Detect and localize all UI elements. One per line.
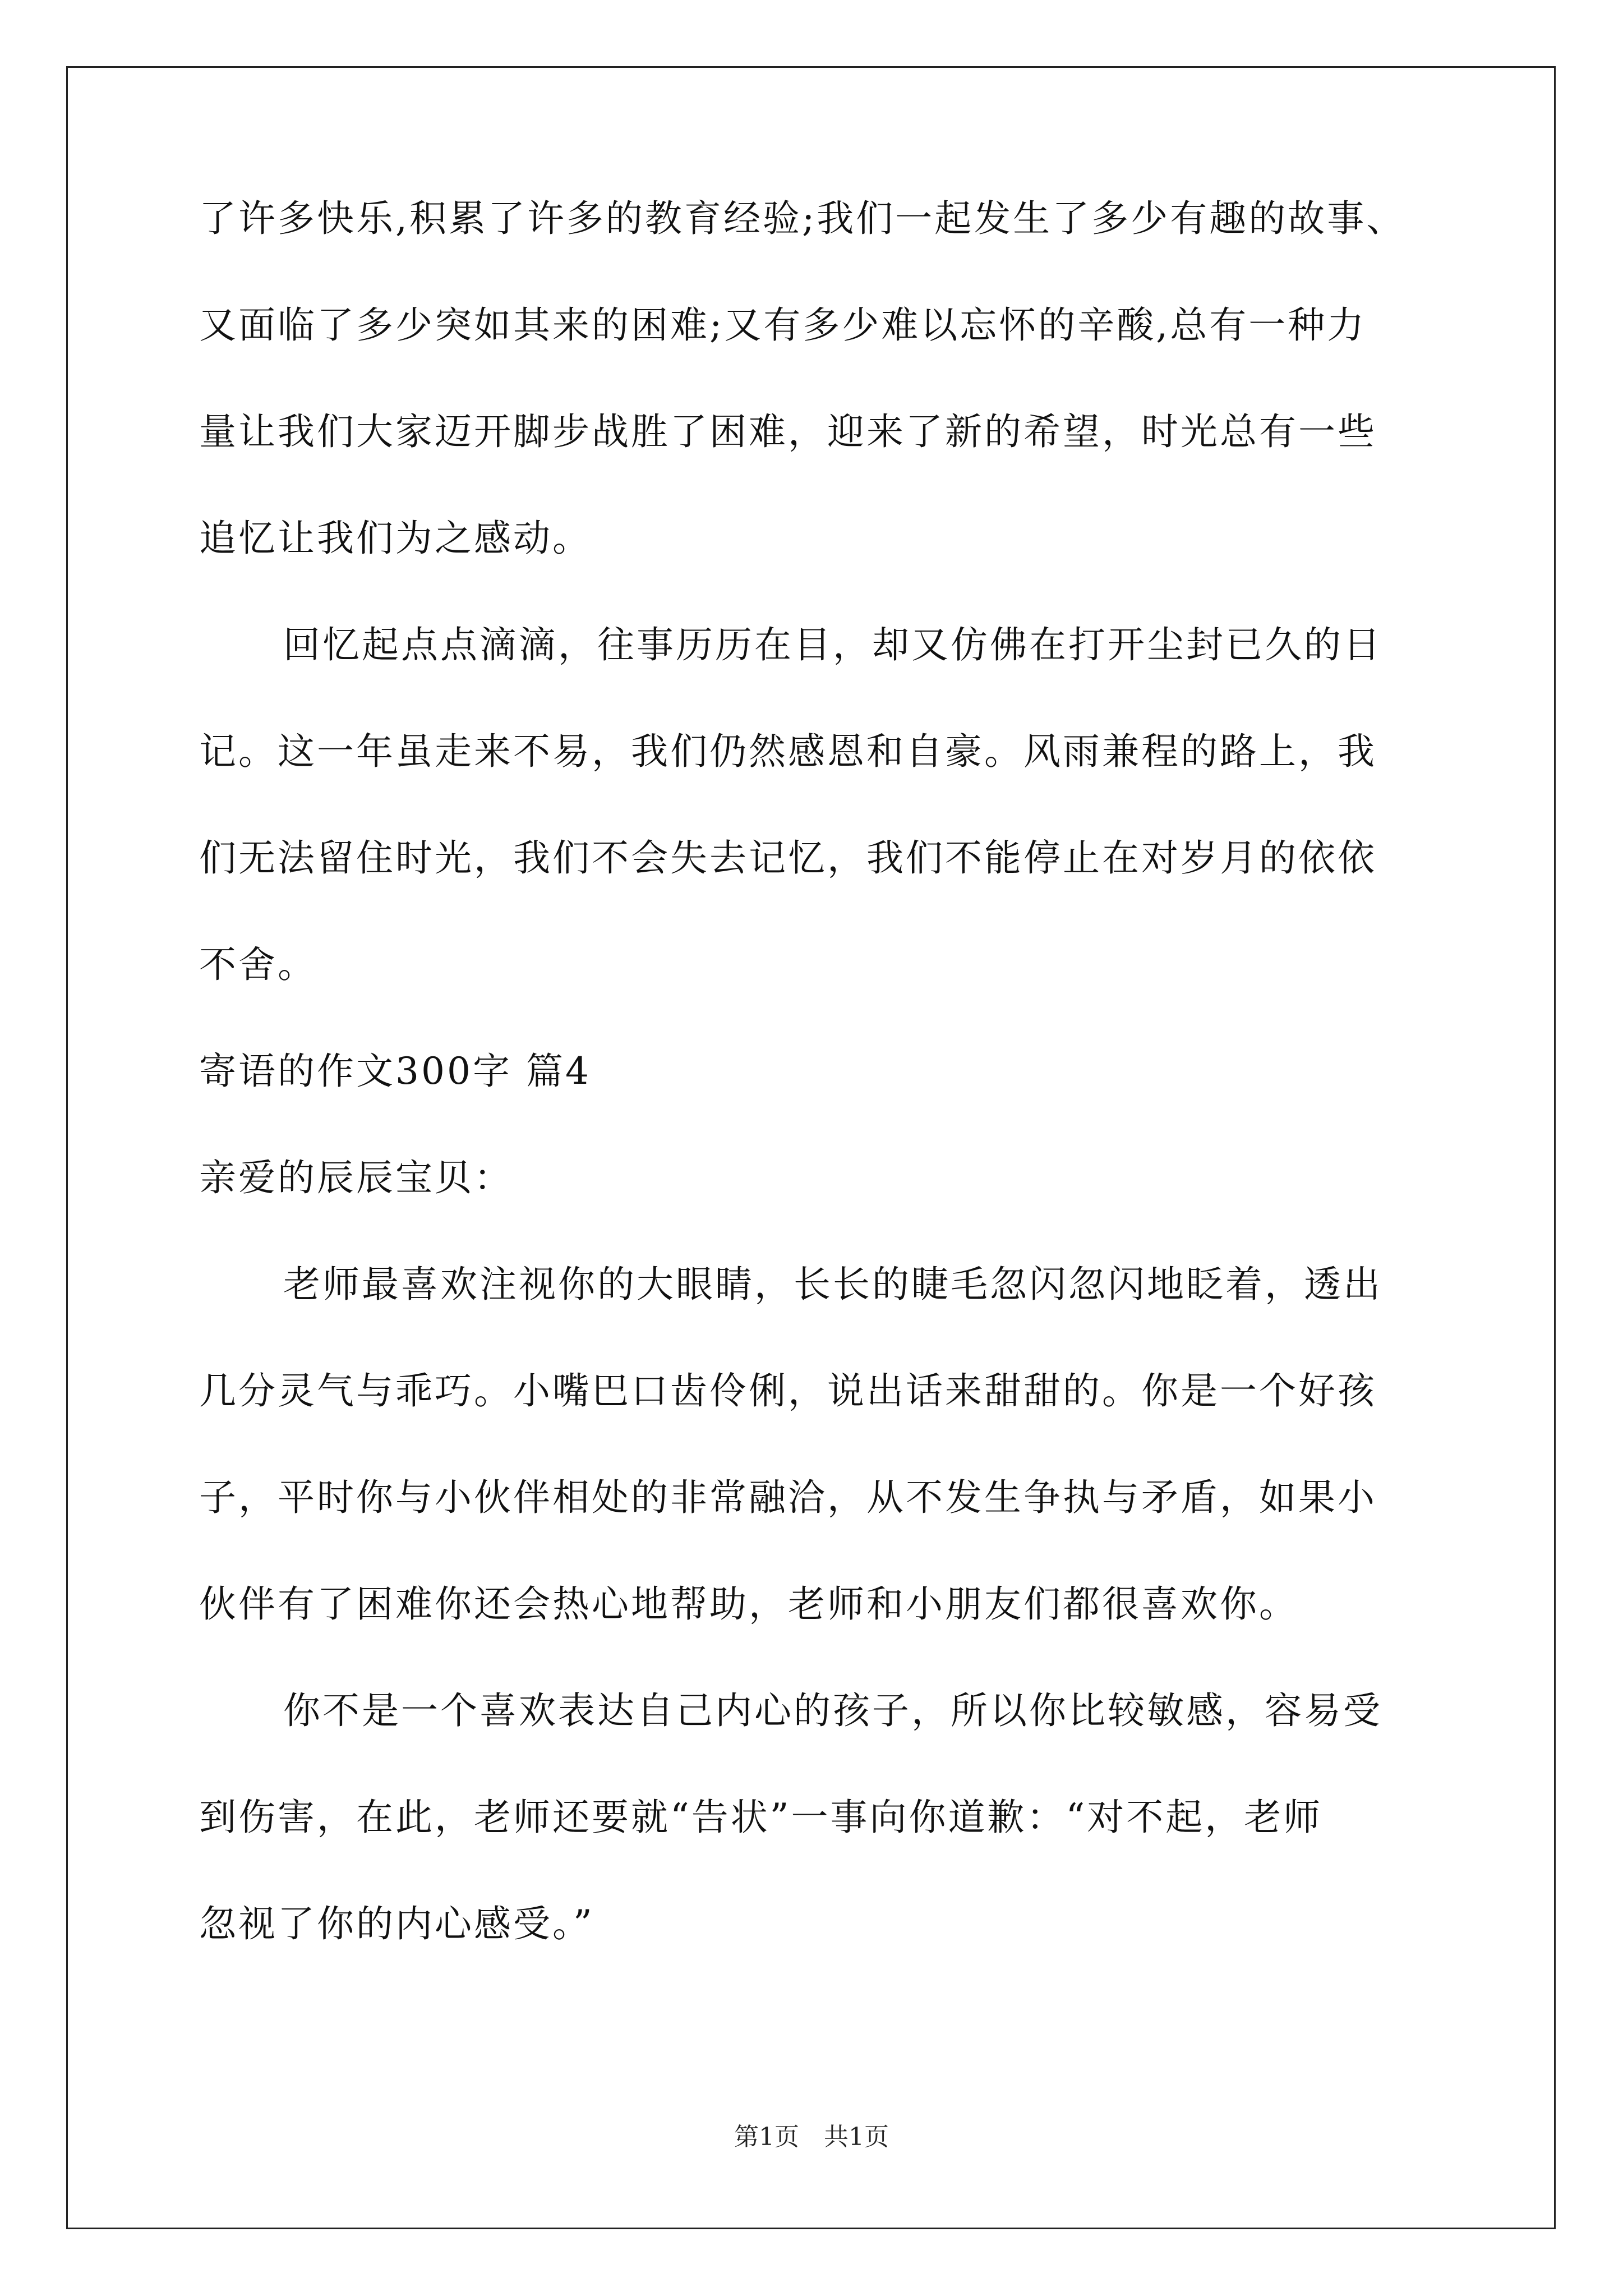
salutation: 亲爱的辰辰宝贝： [199,1156,513,1199]
paragraph-1-line-4: 追忆让我们为之感动。 [199,517,592,560]
paragraph-3-line-3: 子，平时你与小伙伴相处的非常融洽，从不发生争执与矛盾，如果小 [199,1476,1377,1519]
paragraph-3-line-2: 几分灵气与乖巧。小嘴巴口齿伶俐，说出话来甜甜的。你是一个好孩 [199,1369,1377,1412]
paragraph-3-line-4: 伙伴有了困难你还会热心地帮助，老师和小朋友们都很喜欢你。 [199,1582,1298,1626]
paragraph-2-line-1: 回忆起点点滴滴，往事历历在目，却又仿佛在打开尘封已久的日 [283,623,1382,666]
paragraph-4-line-2: 到伤害，在此，老师还要就“告状”一事向你道歉：“对不起，老师 [199,1796,1323,1839]
paragraph-4-line-3: 忽视了你的内心感受。” [199,1902,594,1945]
paragraph-1-line-1: 了许多快乐,积累了许多的教育经验;我们一起发生了多少有趣的故事、 [199,197,1406,240]
paragraph-3-line-1: 老师最喜欢注视你的大眼睛，长长的睫毛忽闪忽闪地眨着，透出 [283,1263,1382,1306]
paragraph-4-line-1: 你不是一个喜欢表达自己内心的孩子，所以你比较敏感，容易受 [283,1689,1382,1732]
page-footer: 第1页 共1页 [734,2123,889,2151]
section-heading: 寄语的作文300字 篇4 [199,1050,591,1093]
paragraph-1-line-2: 又面临了多少突如其来的困难;又有多少难以忘怀的辛酸,总有一种力 [199,303,1367,347]
paragraph-2-line-2: 记。这一年虽走来不易，我们仍然感恩和自豪。风雨兼程的路上，我 [199,730,1377,773]
paragraph-2-line-4: 不舍。 [199,943,317,986]
paragraph-1-line-3: 量让我们大家迈开脚步战胜了困难，迎来了新的希望，时光总有一些 [199,410,1377,453]
paragraph-2-line-3: 们无法留住时光，我们不会失去记忆，我们不能停止在对岁月的依依 [199,836,1377,880]
